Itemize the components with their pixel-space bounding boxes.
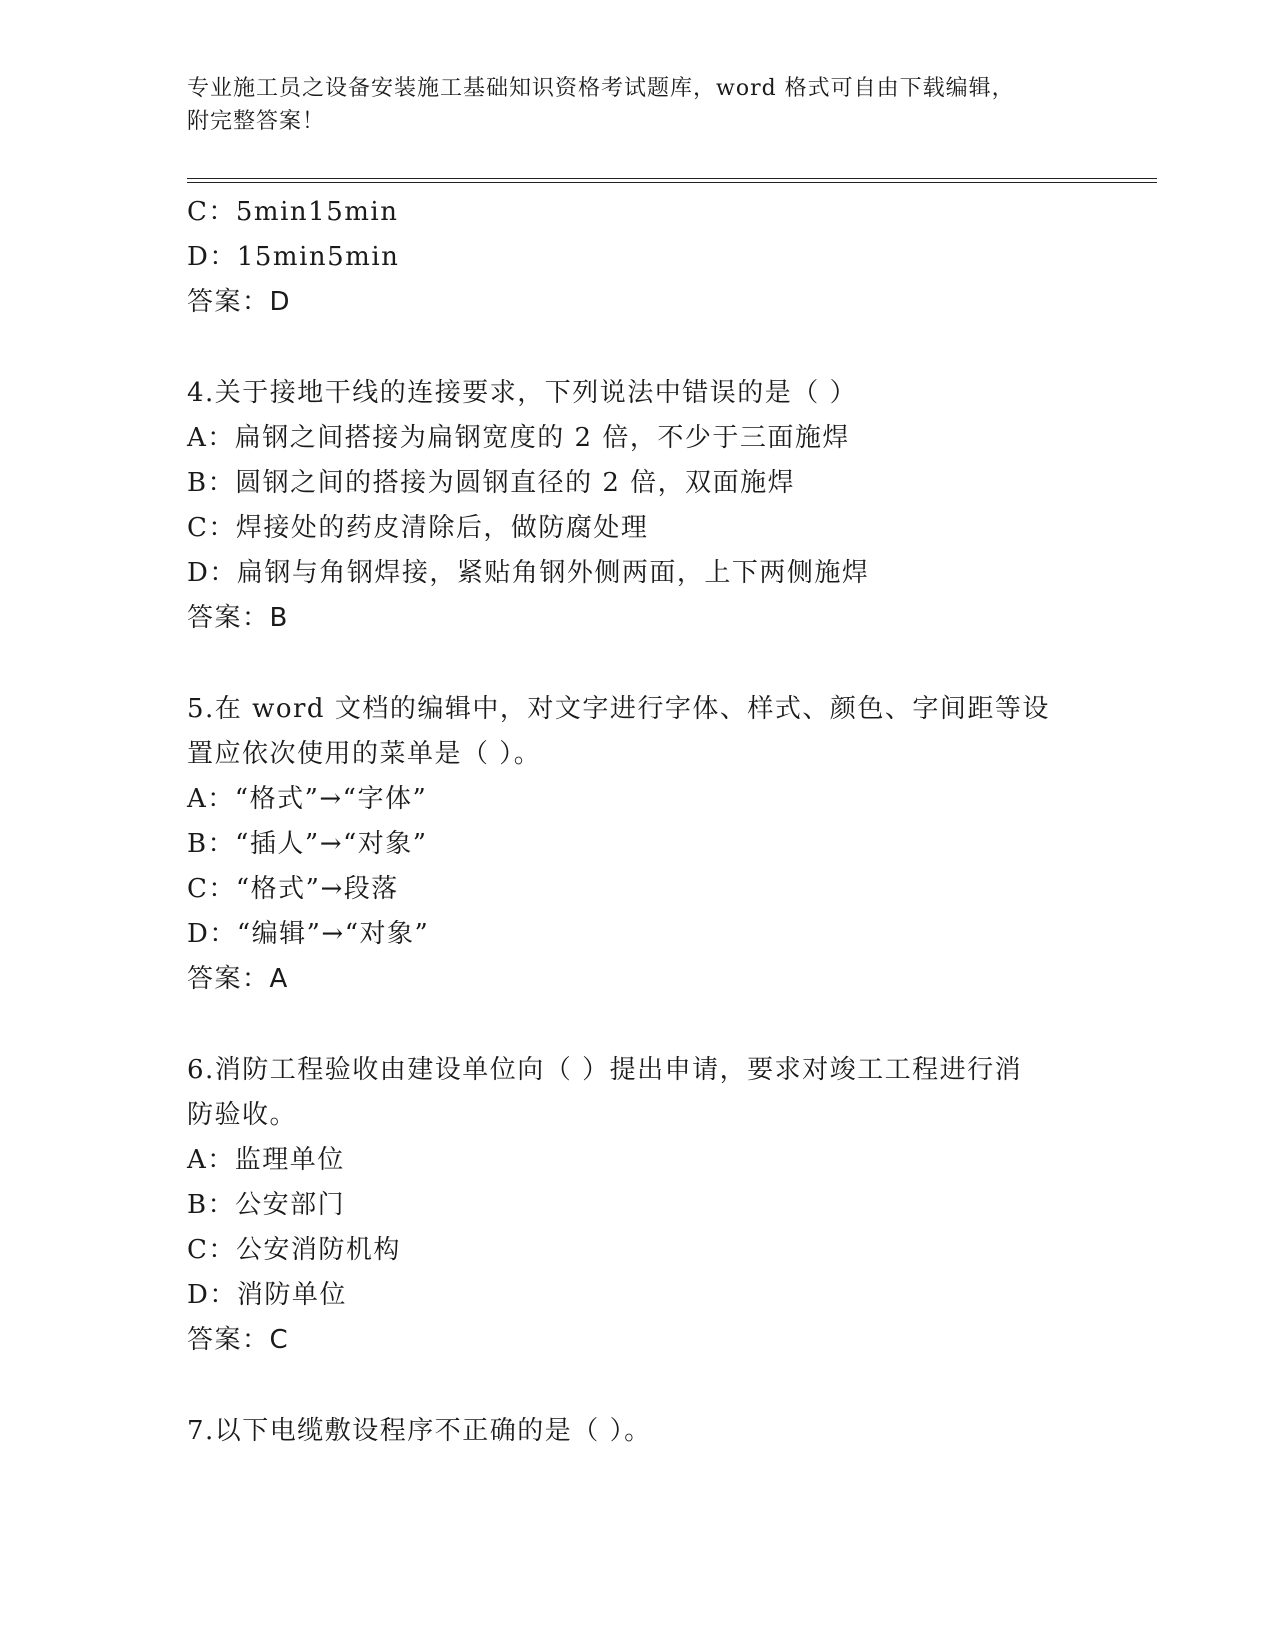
q6-option-d: D：消防单位 [187,1280,347,1310]
q3-option-d: D：15min5min [187,242,400,272]
header-line-1: 专业施工员之设备安装施工基础知识资格考试题库，word 格式可自由下载编辑， [187,76,1015,101]
q4-option-a: A：扁钢之间搭接为扁钢宽度的 2 倍，不少于三面施焊 [187,423,850,453]
q5-text-line-1: 5.在 word 文档的编辑中，对文字进行字体、样式、颜色、字间距等设 [187,694,1050,724]
q6-text-line-2: 防验收。 [187,1100,298,1130]
page-header [187,72,1067,138]
q4-option-c: C：焊接处的药皮清除后，做防腐处理 [187,513,649,543]
q4-option-b: B：圆钢之间的搭接为圆钢直径的 2 倍，双面施焊 [187,468,796,498]
q4-option-d: D：扁钢与角钢焊接，紧贴角钢外侧两面，上下两侧施焊 [187,558,870,588]
spacer [187,1363,1087,1409]
q5-answer: 答案：A [187,964,289,994]
q4-answer: 答案：B [187,603,289,633]
question-7 [187,1409,1087,1454]
spacer [187,325,1087,371]
header-double-rule [187,178,1157,183]
q6-option-b: B：公安部门 [187,1190,346,1220]
q5-option-b: B：“插人”→“对象” [187,829,428,859]
question-6 [187,1048,1087,1363]
question-3-tail [187,190,1087,325]
question-content [187,190,1087,1454]
q6-option-a: A：监理单位 [187,1145,345,1175]
spacer [187,1002,1087,1048]
q7-text: 7.以下电缆敷设程序不正确的是（ ）。 [187,1416,652,1446]
q6-option-c: C：公安消防机构 [187,1235,401,1265]
q5-option-d: D：“编辑”→“对象” [187,919,430,949]
question-4 [187,371,1087,641]
spacer [187,641,1087,687]
q3-answer: 答案：D [187,287,292,317]
question-5 [187,687,1087,1002]
q5-option-c: C：“格式”→段落 [187,874,399,904]
header-line-2: 附完整答案！ [187,109,326,134]
q6-text-line-1: 6.消防工程验收由建设单位向（ ）提出申请，要求对竣工工程进行消 [187,1055,1023,1085]
q3-option-c: C：5min15min [187,197,399,227]
q5-text-line-2: 置应依次使用的菜单是（ ）。 [187,739,542,769]
q6-answer: 答案：C [187,1325,290,1355]
q4-text: 4.关于接地干线的连接要求，下列说法中错误的是（ ） [187,378,858,408]
q5-option-a: A：“格式”→“字体” [187,784,428,814]
